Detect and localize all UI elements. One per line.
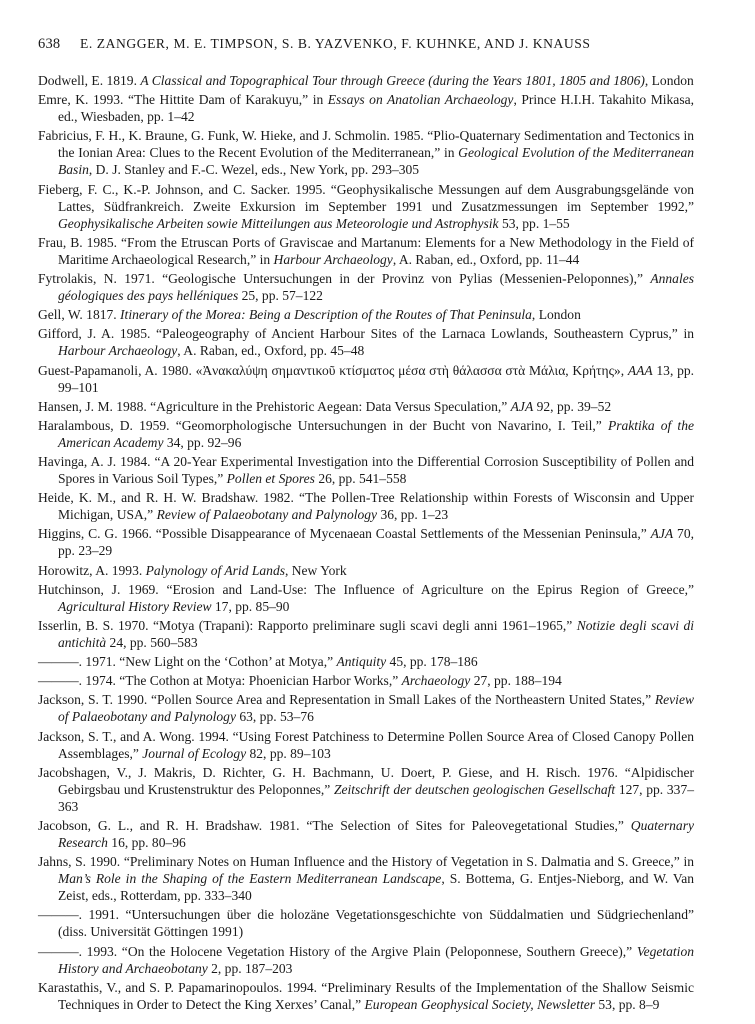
reference-entry	[38, 617, 694, 651]
reference-title-italic: Man’s Role in the Shaping of the Eastern Mediterranean Landscape	[58, 871, 442, 887]
reference-text: Isserlin, B. S. 1970. “Motya (Trapani): Rapporto preliminare sugli scavi degli anni 1961–1965,”	[38, 617, 577, 633]
reference-entry	[38, 270, 694, 304]
reference-entry	[38, 728, 694, 762]
reference-text: Karastathis, V., and S. P. Papamarinopoulos. 1994. “Preliminary Results of the Implementation of the Shallow Seismic Techniques in Order to Detect the King Xerxes’ Canal,”	[38, 979, 694, 1012]
reference-entry	[38, 453, 694, 487]
reference-text: Fabricius, F. H., K. Braune, G. Funk, W. Hieke, and J. Schmolin. 1985. “Plio-Quaternary Sedimentation and Tectonics in the Ionian Area: Clues to the Recent Evolution of the Mediterranean,” in	[38, 128, 694, 161]
reference-text: Dodwell, E. 1819.	[38, 73, 141, 88]
reference-entry	[38, 127, 694, 178]
reference-text: Emre, K. 1993. “The Hittite Dam of Karakuyu,” in	[38, 92, 328, 108]
reference-text: 36, pp. 1–23	[377, 507, 449, 523]
reference-entry	[38, 525, 694, 559]
reference-entry	[38, 181, 694, 232]
reference-text: 92, pp. 39–52	[533, 398, 612, 414]
reference-text: 25, pp. 57–122	[238, 288, 323, 304]
reference-title-italic: Essays on Anatolian Archaeology	[327, 92, 514, 108]
reference-entry	[38, 362, 694, 396]
reference-text: Havinga, A. J. 1984. “A 20-Year Experimental Investigation into the Differential Corrosion Susceptibility of Pollen and Spores in Various Soil Types,”	[38, 454, 694, 487]
reference-entry	[38, 417, 694, 451]
reference-text: ———. 1991. “Untersuchungen über die holozäne Vegetationsgeschichte von Süddalmatien und Südgriechenland” (diss. Universität Göttingen 1991)	[38, 907, 694, 940]
reference-title-italic: AJA	[650, 526, 674, 542]
reference-entry	[38, 489, 694, 523]
reference-text: 63, pp. 53–76	[235, 709, 314, 725]
reference-text: Gifford, J. A. 1985. “Paleogeography of Ancient Harbour Sites of the Larnaca Lowlands, Southeastern Cyprus,” in	[38, 326, 694, 342]
reference-title-italic: A Classical and Topographical Tour through Greece (during the Years 1801, 1805 and 1806)	[140, 73, 645, 88]
reference-entry	[38, 234, 694, 268]
reference-entry	[38, 398, 694, 415]
reference-entry	[38, 653, 694, 670]
reference-text: , A. Raban, ed., Oxford, pp. 11–44	[392, 251, 580, 267]
reference-title-italic: AJA	[510, 398, 534, 414]
reference-text: , London	[644, 73, 694, 88]
reference-text: 17, pp. 85–90	[211, 598, 290, 614]
reference-text: Jackson, S. T., and A. Wong. 1994. “Using Forest Patchiness to Determine Pollen Source Area of Closed Canopy Pollen Assemblages,”	[38, 728, 694, 761]
reference-text: 127, pp. 337–363	[58, 781, 694, 814]
reference-text: 26, pp. 541–558	[314, 471, 407, 487]
reference-text: Hutchinson, J. 1969. “Erosion and Land-Use: The Influence of Agriculture on the Epirus Region of Greece,”	[38, 581, 694, 597]
page-number: 638	[38, 36, 61, 52]
reference-list	[38, 72, 694, 1013]
reference-title-italic: Archaeology	[401, 673, 471, 689]
reference-title-italic: AAA	[627, 362, 653, 378]
reference-text: ———. 1974. “The Cothon at Motya: Phoenician Harbor Works,”	[38, 673, 402, 689]
reference-text: 82, pp. 89–103	[246, 745, 331, 761]
reference-text: 13, pp. 99–101	[58, 362, 695, 395]
reference-title-italic: Itinerary of the Morea: Being a Description of the Routes of That Peninsula	[120, 307, 532, 323]
reference-text: Jahns, S. 1990. “Preliminary Notes on Human Influence and the History of Vegetation in S. Dalmatia and S. Greece,” in	[38, 854, 694, 870]
reference-title-italic: Review of Palaeobotany and Palynology	[156, 507, 378, 523]
reference-entry	[38, 72, 694, 89]
reference-text: Fytrolakis, N. 1971. “Geologische Untersuchungen in der Provinz von Pylias (Messenien-Peloponnes),”	[38, 270, 651, 286]
reference-title-italic: Harbour Archaeology	[58, 343, 178, 359]
reference-title-italic: Palynology of Arid Lands	[145, 562, 285, 578]
reference-text: Heide, K. M., and R. H. W. Bradshaw. 1982. “The Pollen-Tree Relationship within Forests of Wisconsin and Upper Michigan, USA,”	[38, 490, 694, 523]
reference-title-italic: Pollen et Spores	[226, 471, 315, 487]
reference-text: , S. Bottema, G. Entjes-Nieborg, and W. Van Zeist, eds., Rotterdam, pp. 333–340	[58, 871, 694, 904]
reference-title-italic: Geophysikalische Arbeiten sowie Mitteilungen aus Meteorologie und Astrophysik	[58, 215, 499, 231]
reference-text: ———. 1971. “New Light on the ‘Cothon’ at Motya,”	[38, 654, 337, 670]
reference-entry	[38, 906, 694, 940]
reference-entry	[38, 979, 694, 1013]
reference-entry	[38, 306, 694, 323]
reference-text: , London	[531, 307, 581, 323]
reference-title-italic: Notizie degli scavi di antichità	[58, 617, 694, 650]
reference-title-italic: Quaternary Research	[58, 817, 694, 851]
reference-text: , New York	[284, 562, 347, 578]
reference-title-italic: Praktika of the American Academy	[58, 417, 694, 450]
reference-text: , D. J. Stanley and F.-C. Wezel, eds., New York, pp. 293–305	[88, 162, 420, 178]
reference-text: 2, pp. 187–203	[207, 960, 293, 976]
reference-entry	[38, 691, 694, 725]
reference-entry	[38, 853, 694, 904]
reference-text: Frau, B. 1985. “From the Etruscan Ports of Graviscae and Martanum: Elements for a New Methodology in the Field of Maritime Archaeological Research,” in	[38, 234, 694, 267]
reference-text: , Prince H.I.H. Takahito Mikasa, ed., Wiesbaden, pp. 1–42	[58, 92, 694, 125]
reference-title-italic: Geological Evolution of the Mediterranean Basin	[58, 145, 695, 178]
reference-text: Haralambous, D. 1959. “Geomorphologische Untersuchungen in der Bucht von Navarino, I. Teil,”	[38, 417, 608, 433]
reference-text: 70, pp. 23–29	[58, 526, 694, 559]
reference-entry	[38, 91, 694, 125]
reference-text: , A. Raban, ed., Oxford, pp. 45–48	[177, 343, 365, 359]
reference-title-italic: Annales géologiques des pays helléniques	[58, 270, 694, 304]
running-header	[38, 36, 694, 58]
reference-text: ———. 1993. “On the Holocene Vegetation History of the Argive Plain (Peloponnese, Southern Greece),”	[38, 943, 637, 959]
reference-text: Guest-Papamanoli, A. 1980. «Ἀνακαλύψη σημαντικοῦ κτίσματος μέσα στὴ θάλασσα στὰ Μάλια, Κρήτης»,	[38, 362, 628, 378]
reference-text: Hansen, J. M. 1988. “Agriculture in the Prehistoric Aegean: Data Versus Speculation,”	[38, 398, 511, 414]
reference-entry	[38, 672, 694, 689]
reference-text: Fieberg, F. C., K.-P. Johnson, and C. Sacker. 1995. “Geophysikalische Messungen auf dem Ausgrabungsgelände von Lattes, Südfrankreich. Zweite Exkursion im September 1991 und Zusatzmessungen im September 1992,”	[38, 181, 694, 214]
reference-text: Jacobson, G. L., and R. H. Bradshaw. 1981. “The Selection of Sites for Paleovegetational Studies,”	[38, 817, 631, 833]
reference-text: Jackson, S. T. 1990. “Pollen Source Area and Representation in Small Lakes of the Northeastern United States,”	[38, 692, 655, 708]
reference-title-italic: Agricultural History Review	[58, 598, 212, 614]
reference-entry	[38, 943, 694, 977]
reference-title-italic: Review of Palaeobotany and Palynology	[58, 692, 694, 725]
reference-text: Higgins, C. G. 1966. “Possible Disappearance of Mycenaean Coastal Settlements of the Messenian Peninsula,”	[38, 526, 651, 542]
running-head-authors: E. ZANGGER, M. E. TIMPSON, S. B. YAZVENKO, F. KUHNKE, AND J. KNAUSS	[80, 36, 591, 51]
reference-text: 24, pp. 560–583	[106, 634, 198, 650]
reference-text: 53, pp. 8–9	[595, 996, 660, 1012]
reference-text: 16, pp. 80–96	[107, 835, 186, 851]
reference-entry	[38, 581, 694, 615]
reference-entry	[38, 764, 694, 815]
reference-text: Jacobshagen, V., J. Makris, D. Richter, G. H. Bachmann, U. Doert, P. Giese, and H. Risch. 1976. “Alpidischer Gebirgsbau und Krustenstruktur des Peloponnes,”	[38, 764, 694, 797]
reference-entry	[38, 817, 694, 851]
reference-title-italic: European Geophysical Society, Newsletter	[364, 996, 596, 1012]
reference-text: 27, pp. 188–194	[470, 673, 562, 689]
reference-title-italic: Harbour Archaeology	[273, 251, 393, 267]
reference-entry	[38, 562, 694, 579]
reference-text: Gell, W. 1817.	[38, 307, 121, 323]
reference-title-italic: Journal of Ecology	[142, 745, 247, 761]
reference-text: 53, pp. 1–55	[498, 215, 570, 231]
reference-text: 34, pp. 92–96	[163, 434, 242, 450]
reference-entry	[38, 325, 694, 359]
reference-text: Horowitz, A. 1993.	[38, 562, 146, 578]
reference-title-italic: Vegetation History and Archaeobotany	[58, 943, 694, 976]
page	[38, 36, 694, 1015]
reference-title-italic: Zeitschrift der deutschen geologischen Gesellschaft	[333, 781, 616, 797]
reference-title-italic: Antiquity	[336, 654, 387, 670]
reference-text: 45, pp. 178–186	[386, 654, 478, 670]
